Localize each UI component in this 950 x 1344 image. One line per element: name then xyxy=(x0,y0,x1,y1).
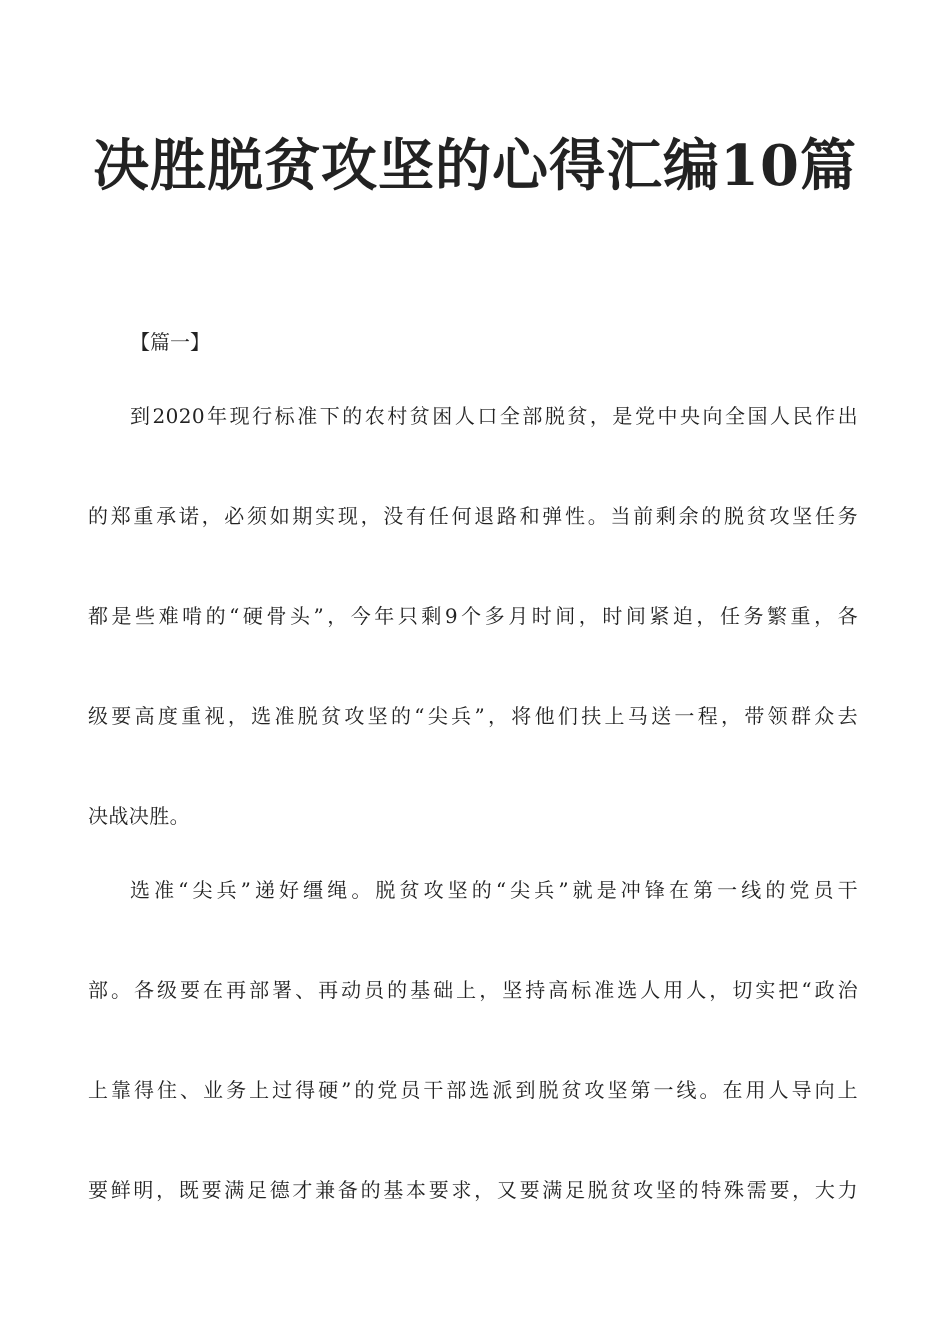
paragraph-line: 都是些难啃的“硬骨头”，今年只剩9个多月时间，时间紧迫，任务繁重，各 xyxy=(88,604,858,628)
paragraph-line: 要鲜明，既要满足德才兼备的基本要求，又要满足脱贫攻坚的特殊需要，大力 xyxy=(88,1178,858,1202)
paragraph-line: 到2020年现行标准下的农村贫困人口全部脱贫，是党中央向全国人民作出 xyxy=(130,404,858,428)
document-title: 决胜脱贫攻坚的心得汇编10篇 xyxy=(93,133,857,199)
paragraph-line: 部。各级要在再部署、再动员的基础上，坚持高标准选人用人，切实把“政治 xyxy=(88,978,858,1002)
section-label: 【篇一】 xyxy=(130,330,210,354)
paragraph-line: 上靠得住、业务上过得硬”的党员干部选派到脱贫攻坚第一线。在用人导向上 xyxy=(88,1078,858,1102)
paragraph-line: 决战决胜。 xyxy=(88,804,190,828)
paragraph-line: 的郑重承诺，必须如期实现，没有任何退路和弹性。当前剩余的脱贫攻坚任务 xyxy=(88,504,858,528)
paragraph-line: 选准“尖兵”递好缰绳。脱贫攻坚的“尖兵”就是冲锋在第一线的党员干 xyxy=(130,878,858,902)
paragraph-line: 级要高度重视，选准脱贫攻坚的“尖兵”，将他们扶上马送一程，带领群众去 xyxy=(88,704,858,728)
